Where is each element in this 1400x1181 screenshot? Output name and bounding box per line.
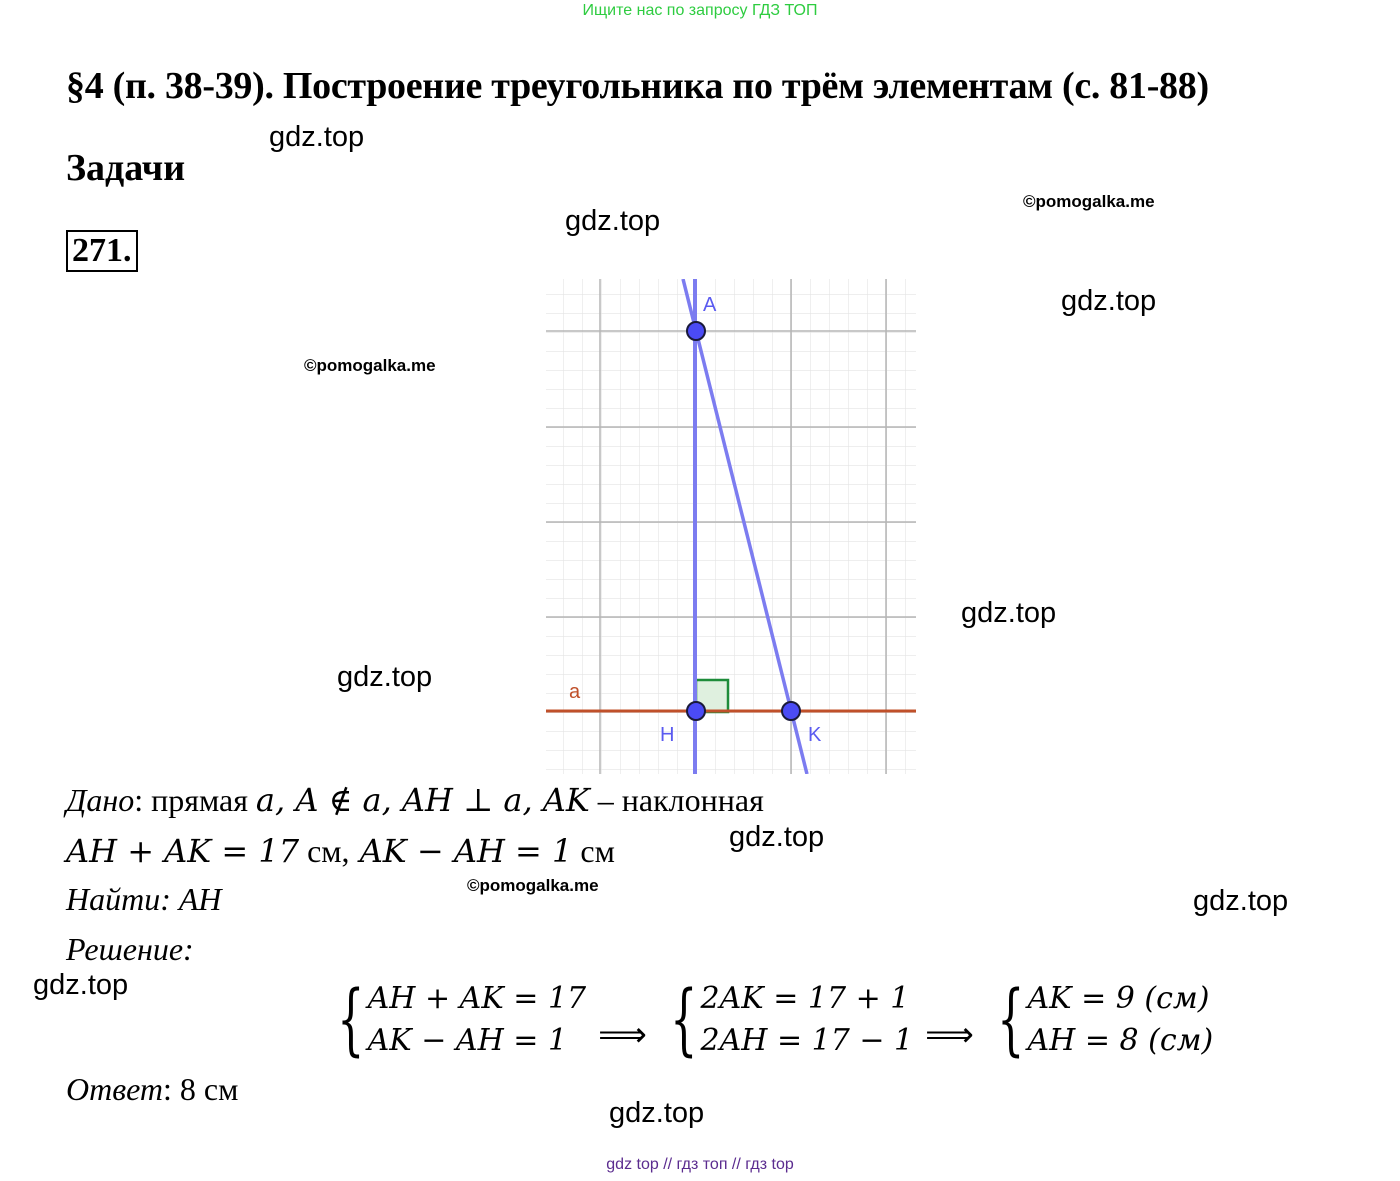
implies-arrow-icon: ⟹ <box>598 1015 647 1055</box>
find-value: : AH <box>160 881 222 917</box>
watermark-copyright: ©pomogalka.me <box>1023 192 1155 211</box>
solution-label: Решение <box>66 931 184 967</box>
given-line-1 <box>66 781 764 819</box>
given-unit-1: см, <box>299 833 350 869</box>
watermark-gdz: gdz.top <box>337 661 433 693</box>
watermark-gdz: gdz.top <box>269 121 365 153</box>
given-tail: – наклонная <box>589 782 764 818</box>
brace-icon: { <box>670 975 698 1065</box>
answer-value: : 8 см <box>163 1071 239 1107</box>
given-math: a, A ∉ a, AH ⊥ a, AK <box>255 781 590 819</box>
system-3 <box>986 975 1214 1065</box>
find-label: Найти <box>66 881 161 917</box>
system-3-row-2: AH = 8 (см) <box>1027 1023 1214 1058</box>
point-H <box>687 702 705 720</box>
watermark-gdz: gdz.top <box>609 1097 705 1129</box>
watermark-copyright: ©pomogalka.me <box>467 876 599 895</box>
solution-label-line <box>66 931 194 968</box>
system-1-row-1: AH + AK = 17 <box>367 981 587 1016</box>
solution-equations <box>326 975 1214 1065</box>
brace-icon: { <box>337 975 365 1065</box>
watermark-gdz: gdz.top <box>33 969 129 1001</box>
given-eq-1: AH + AK = 17 <box>66 832 300 870</box>
label-K: K <box>808 724 822 746</box>
watermark-copyright: ©pomogalka.me <box>304 356 436 375</box>
given-line-2 <box>66 832 615 870</box>
solution-colon: : <box>183 931 194 967</box>
watermark-gdz: gdz.top <box>961 597 1057 629</box>
top-banner: Ищите нас по запросу ГДЗ ТОП <box>582 2 818 19</box>
watermark-gdz: gdz.top <box>565 205 661 237</box>
implies-arrow-icon: ⟹ <box>925 1015 974 1055</box>
problem-number: 271. <box>66 230 138 272</box>
given-unit-2: см <box>572 833 615 869</box>
label-line-a: a <box>569 681 581 703</box>
system-2-row-1: 2AK = 17 + 1 <box>700 981 910 1016</box>
system-3-row-1: AK = 9 (см) <box>1027 981 1210 1016</box>
system-2 <box>659 975 914 1065</box>
point-A <box>687 322 705 340</box>
grid-minor <box>546 279 916 774</box>
section-subtitle: Задачи <box>66 147 186 189</box>
system-1-row-2: AK − AH = 1 <box>367 1023 568 1058</box>
label-A: A <box>703 294 717 316</box>
point-K <box>782 702 800 720</box>
footer-links: gdz top // гдз топ // гдз top <box>606 1156 794 1173</box>
system-2-row-2: 2AH = 17 − 1 <box>700 1023 914 1058</box>
watermark-gdz: gdz.top <box>1193 885 1289 917</box>
watermark-gdz: gdz.top <box>1061 285 1157 317</box>
given-label: Дано <box>66 782 135 818</box>
answer-label: Ответ <box>66 1071 163 1107</box>
brace-icon: { <box>997 975 1025 1065</box>
given-eq-2: AK − AH = 1 <box>349 832 573 870</box>
system-1 <box>326 975 587 1065</box>
page-title: §4 (п. 38-39). Построение треугольника по трём элементам (с. 81-88) <box>66 65 1209 107</box>
geometry-figure <box>546 279 916 774</box>
label-H: H <box>660 724 675 746</box>
find-line <box>66 881 222 918</box>
watermark-gdz: gdz.top <box>729 821 825 853</box>
answer-line <box>66 1071 238 1108</box>
given-text: : прямая <box>134 782 256 818</box>
